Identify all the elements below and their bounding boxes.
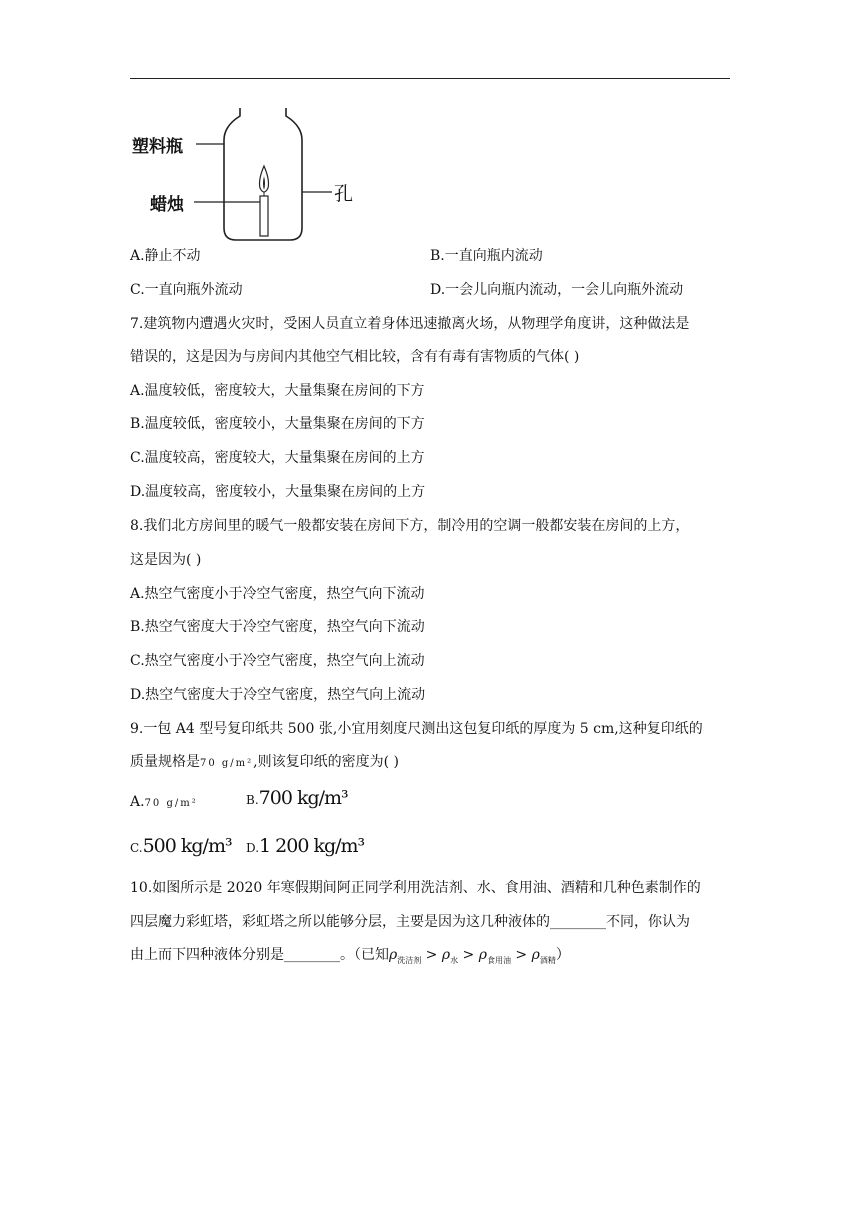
- label-candle: 蜡烛: [150, 195, 184, 215]
- label-hole: 孔: [334, 183, 354, 205]
- q10-stem-line1: 10.如图所示是 2020 年寒假期间阿正同学利用洗洁剂、水、食用油、酒精和几种色素制作的: [130, 880, 701, 896]
- q7-option-c: C.温度较高，密度较大，大量集聚在房间的上方: [130, 450, 425, 466]
- rho-symbol: ρ: [441, 947, 451, 963]
- bottle-candle-figure: [130, 106, 370, 242]
- close-paren: ）: [555, 947, 570, 963]
- q9-option-b: [246, 788, 348, 810]
- q9-option-a: [130, 792, 198, 814]
- q8-stem-line2: 这是因为( ): [130, 552, 202, 568]
- q9-line2-unit: 70 g/m²: [200, 758, 254, 769]
- rho-sub-alcohol: 酒精: [539, 955, 556, 965]
- q6-option-d: D.一会儿向瓶内流动，一会儿向瓶外流动: [430, 282, 684, 298]
- q10-stem-line2: 四层魔力彩虹塔，彩虹塔之所以能够分层，主要是因为这几种液体的________不同，你认为: [130, 914, 690, 930]
- q7-option-a: A.温度较低，密度较大，大量集聚在房间的下方: [130, 383, 425, 399]
- q9-line2-suffix: ,则该复印纸的密度为( ): [253, 754, 399, 770]
- q9-option-d-prefix: D.: [246, 841, 260, 855]
- q9-option-c-prefix: C.: [130, 841, 143, 855]
- q9-option-b-prefix: B.: [246, 793, 259, 807]
- q8-option-d: D.热空气密度大于冷空气密度，热空气向上流动: [130, 687, 426, 703]
- q7-option-d: D.温度较高，密度较小，大量集聚在房间的上方: [130, 484, 426, 500]
- q8-option-a: A.热空气密度小于冷空气密度，热空气向下流动: [130, 586, 425, 602]
- q9-option-d-value: 1 200 kg/m³: [259, 835, 365, 857]
- header-rule: [130, 78, 730, 79]
- label-plastic-bottle: 塑料瓶: [132, 137, 183, 157]
- q6-option-c: C.一直向瓶外流动: [130, 282, 243, 298]
- q9-line2-prefix: 质量规格是: [130, 754, 200, 770]
- q8-option-c: C.热空气密度小于冷空气密度，热空气向上流动: [130, 653, 425, 669]
- q9-option-a-prefix: A.: [130, 794, 145, 810]
- bottle-diagram: [130, 106, 370, 242]
- q6-option-b: B.一直向瓶内流动: [430, 248, 543, 264]
- rho-sub-detergent: 洗洁剂: [397, 955, 422, 965]
- q9-stem-line2: [130, 752, 399, 774]
- rho-symbol: ρ: [389, 947, 398, 963]
- rho-sub-water: 水: [450, 955, 459, 965]
- q7-stem-line2: 错误的，这是因为与房间内其他空气相比较，含有有毒有害物质的气体( ): [130, 349, 580, 365]
- gt-symbol: >: [421, 947, 442, 963]
- q9-option-b-value: 700 kg/m³: [258, 787, 348, 809]
- q6-option-a: A.静止不动: [130, 248, 201, 264]
- rho-sub-oil: 食用油: [486, 955, 511, 965]
- q7-option-b: B.温度较低，密度较小，大量集聚在房间的下方: [130, 416, 425, 432]
- q9-stem-line1: 9.一包 A4 型号复印纸共 500 张,小宜用刻度尺测出这包复印纸的厚度为 5 cm,这种复印纸的: [130, 721, 703, 737]
- rho-symbol: ρ: [531, 947, 540, 963]
- q7-stem-line1: 7.建筑物内遭遇火灾时，受困人员直立着身体迅速撤离火场，从物理学角度讲，这种做法是: [130, 316, 690, 332]
- q9-option-a-value: 70 g/m²: [144, 798, 198, 809]
- gt-symbol: >: [510, 947, 532, 963]
- q9-option-d: [246, 836, 364, 858]
- gt-symbol: >: [458, 947, 479, 963]
- q8-option-b: B.热空气密度大于冷空气密度，热空气向下流动: [130, 619, 425, 635]
- q10-line3-text: 由上而下四种液体分别是________。（已知: [130, 947, 389, 963]
- q10-stem-line3: [130, 945, 570, 971]
- q9-option-c-value: 500 kg/m³: [142, 835, 232, 857]
- rho-symbol: ρ: [478, 947, 487, 963]
- q9-option-c: [130, 836, 232, 858]
- q8-stem-line1: 8.我们北方房间里的暖气一般都安装在房间下方，制冷用的空调一般都安装在房间的上方，: [130, 518, 690, 534]
